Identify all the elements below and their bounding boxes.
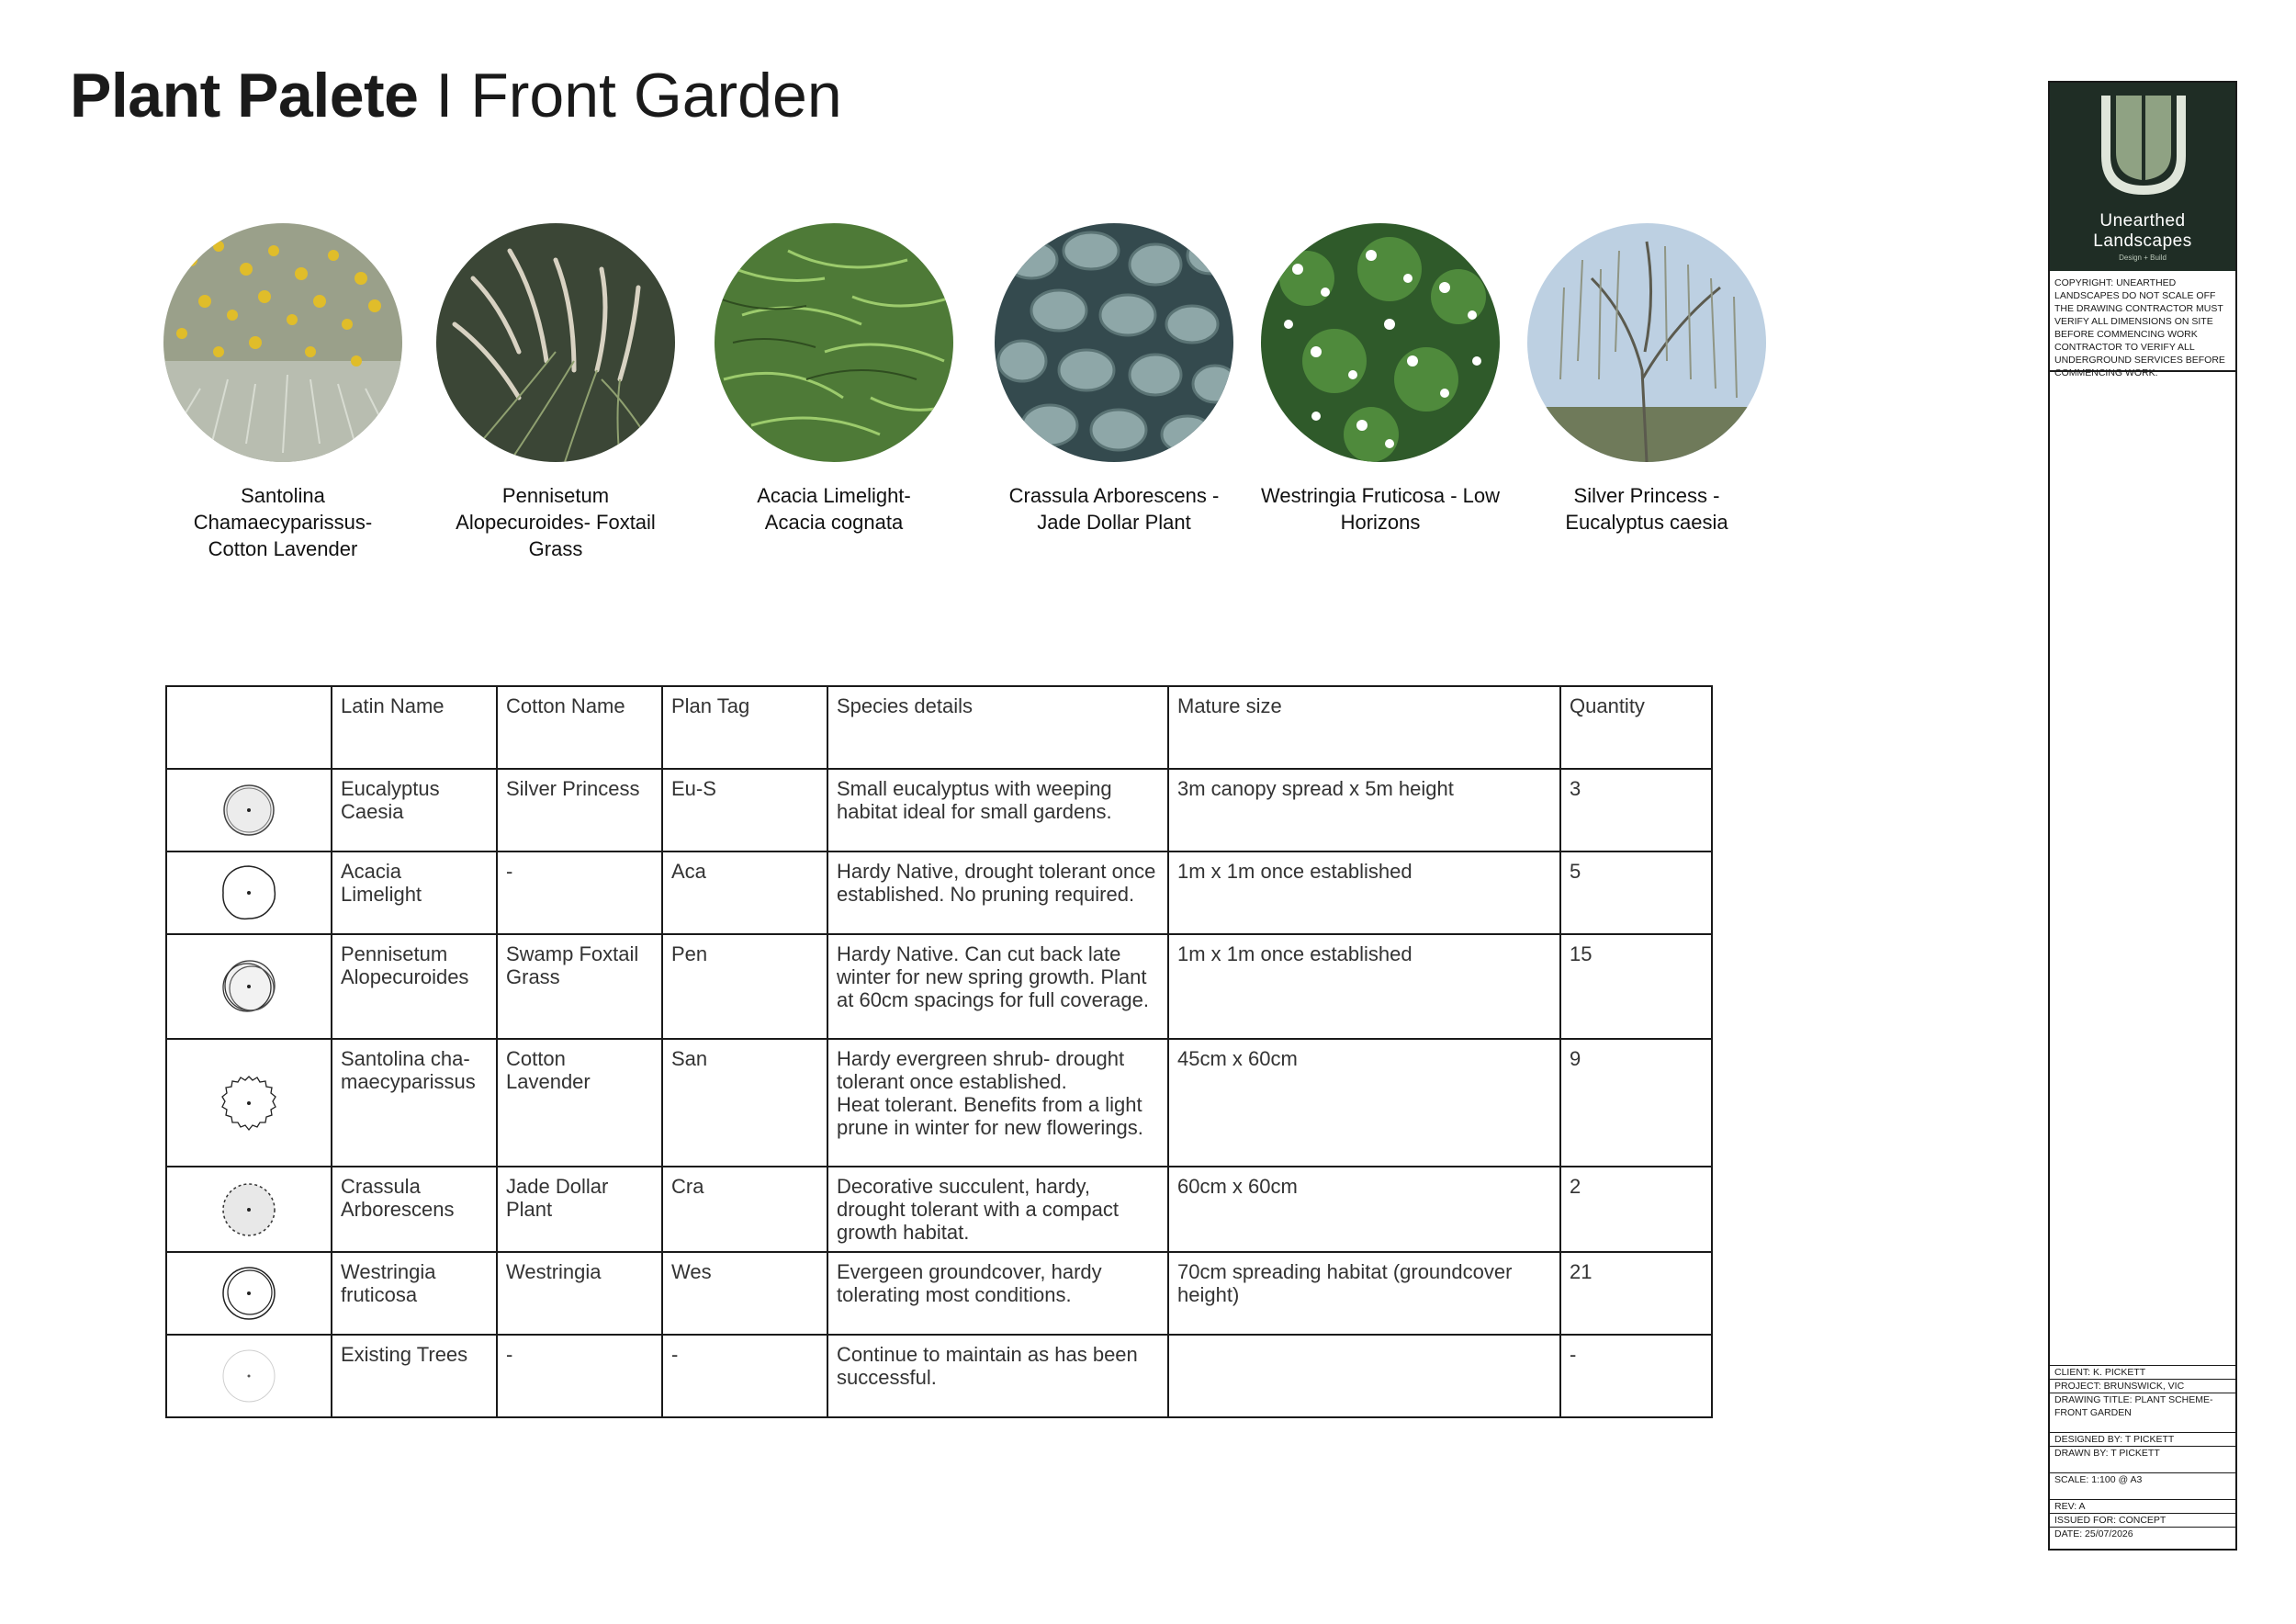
spacer	[2050, 1419, 2235, 1432]
plant-caption: Santolina Chamaecyparissus- Cotton Lavender	[193, 484, 373, 560]
westringia-photo	[1261, 223, 1500, 462]
table-header-row	[166, 686, 1712, 769]
latin-name-cell: Existing Trees	[332, 1335, 497, 1417]
date-field: DATE: 25/07/2026	[2050, 1527, 2235, 1540]
spacer	[2050, 1486, 2235, 1499]
mature-size-cell: 70cm spreading habitat (groundcover height)	[1168, 1252, 1560, 1335]
plant-card-crassula	[976, 223, 1252, 536]
table-row	[166, 769, 1712, 851]
latin-name-cell: Westringia fruticosa	[332, 1252, 497, 1335]
plant-card-eucalyptus	[1509, 223, 1784, 536]
title-subtitle: Front Garden	[470, 61, 842, 130]
species-details-cell: Small eucalyptus with weeping habitat ideal for small gardens.	[827, 769, 1168, 851]
drawing-title-field: DRAWING TITLE: PLANT SCHEME- FRONT GARDEN	[2050, 1393, 2235, 1419]
plant-card-santolina	[145, 223, 421, 562]
santolina-photo	[163, 223, 402, 462]
species-details-cell: Hardy evergreen shrub- drought tolerant once established. Heat tolerant. Benefits from a light prune in winter for new flowerings.	[827, 1039, 1168, 1167]
quantity-cell: 9	[1560, 1039, 1712, 1167]
brand-tagline: Design + Build	[2119, 254, 2167, 262]
crassula-photo	[995, 223, 1233, 462]
page-title	[70, 61, 842, 130]
common-name-cell: -	[497, 851, 662, 934]
plan-tag-cell: Wes	[662, 1252, 827, 1335]
species-details-cell: Hardy Native. Can cut back late winter for new spring growth. Plant at 60cm spacings for full coverage.	[827, 934, 1168, 1039]
header-mature-size: Mature size	[1168, 686, 1560, 769]
plant-caption: Silver Princess - Eucalyptus caesia	[1565, 484, 1728, 534]
table-row	[166, 1252, 1712, 1335]
latin-name-cell: Santolina cha-maecyparissus	[332, 1039, 497, 1167]
plant-caption: Crassula Arborescens - Jade Dollar Plant	[1008, 484, 1220, 534]
plant-card-pennisetum	[418, 223, 693, 562]
brand-name: Unearthed Landscapes	[2093, 211, 2192, 251]
plant-card-westringia	[1243, 223, 1518, 536]
plant-schedule-table	[165, 685, 1713, 1418]
plant-caption: Acacia Limelight- Acacia cognata	[757, 484, 911, 534]
species-details-cell: Evergeen groundcover, hardy tolerating most conditions.	[827, 1252, 1168, 1335]
eucalyptus-photo	[1527, 223, 1766, 462]
quantity-cell: -	[1560, 1335, 1712, 1417]
common-name-cell: Jade Dollar Plant	[497, 1167, 662, 1252]
eucalyptus-symbol-icon	[166, 769, 332, 851]
quantity-cell: 2	[1560, 1167, 1712, 1252]
table-row	[166, 851, 1712, 934]
title-separator: I	[435, 61, 454, 130]
existing-tree-symbol-icon	[166, 1335, 332, 1417]
acacia-symbol-icon	[166, 851, 332, 934]
table-row	[166, 1039, 1712, 1167]
header-symbol	[166, 686, 332, 769]
plan-tag-cell: Pen	[662, 934, 827, 1039]
pennisetum-symbol-icon	[166, 934, 332, 1039]
westringia-symbol-icon	[166, 1252, 332, 1335]
plan-tag-cell: Eu-S	[662, 769, 827, 851]
revision-field: REV: A	[2050, 1499, 2235, 1513]
common-name-cell: Cotton Lavender	[497, 1039, 662, 1167]
species-details-cell: Hardy Native, drought tolerant once established. No pruning required.	[827, 851, 1168, 934]
drawn-by-field: DRAWN BY: T PICKETT	[2050, 1446, 2235, 1460]
copyright-note: COPYRIGHT: UNEARTHED LANDSCAPES DO NOT SCALE OFF THE DRAWING CONTRACTOR MUST VERIFY ALL DIMENSIONS ON SITE BEFORE COMMENCING WORK CONTRACTOR TO VERIFY ALL UNDERGROUND SERVICES BEFORE COMMENCING WORK.	[2050, 271, 2235, 372]
quantity-cell: 5	[1560, 851, 1712, 934]
title-bold: Plant Palete	[70, 61, 419, 130]
mature-size-cell: 1m x 1m once established	[1168, 934, 1560, 1039]
plan-tag-cell: -	[662, 1335, 827, 1417]
plant-caption: Pennisetum Alopecuroides- Foxtail Grass	[456, 484, 656, 560]
santolina-symbol-icon	[166, 1039, 332, 1167]
title-block	[2048, 81, 2237, 1551]
plant-caption: Westringia Fruticosa - Low Horizons	[1260, 484, 1500, 534]
table-row	[166, 934, 1712, 1039]
header-common-name: Cotton Name	[497, 686, 662, 769]
plan-tag-cell: Aca	[662, 851, 827, 934]
common-name-cell: Silver Princess	[497, 769, 662, 851]
brand-panel	[2050, 83, 2235, 271]
scale-field: SCALE: 1:100 @ A3	[2050, 1472, 2235, 1486]
table-row	[166, 1335, 1712, 1417]
species-details-cell: Decorative succulent, hardy, drought tolerant with a compact growth habitat.	[827, 1167, 1168, 1252]
drawing-info	[2050, 1365, 2235, 1540]
acacia-photo	[715, 223, 953, 462]
table-row	[166, 1167, 1712, 1252]
plan-tag-cell: San	[662, 1039, 827, 1167]
plan-tag-cell: Cra	[662, 1167, 827, 1252]
client-field: CLIENT: K. PICKETT	[2050, 1365, 2235, 1379]
issued-for-field: ISSUED FOR: CONCEPT	[2050, 1513, 2235, 1527]
latin-name-cell: Eucalyptus Caesia	[332, 769, 497, 851]
latin-name-cell: Acacia Limelight	[332, 851, 497, 934]
mature-size-cell: 45cm x 60cm	[1168, 1039, 1560, 1167]
header-species-details: Species details	[827, 686, 1168, 769]
unearthed-logo	[2098, 92, 2189, 202]
header-quantity: Quantity	[1560, 686, 1712, 769]
mature-size-cell: 1m x 1m once established	[1168, 851, 1560, 934]
header-latin-name: Latin Name	[332, 686, 497, 769]
mature-size-cell: 60cm x 60cm	[1168, 1167, 1560, 1252]
plant-card-acacia	[696, 223, 972, 536]
spacer	[2050, 1460, 2235, 1472]
quantity-cell: 15	[1560, 934, 1712, 1039]
crassula-symbol-icon	[166, 1167, 332, 1252]
common-name-cell: Westringia	[497, 1252, 662, 1335]
header-plan-tag: Plan Tag	[662, 686, 827, 769]
latin-name-cell: Crassula Arborescens	[332, 1167, 497, 1252]
common-name-cell: Swamp Foxtail Grass	[497, 934, 662, 1039]
species-details-cell: Continue to maintain as has been successful.	[827, 1335, 1168, 1417]
designed-by-field: DESIGNED BY: T PICKETT	[2050, 1432, 2235, 1446]
common-name-cell: -	[497, 1335, 662, 1417]
mature-size-cell: 3m canopy spread x 5m height	[1168, 769, 1560, 851]
latin-name-cell: Pennisetum Alopecuroides	[332, 934, 497, 1039]
project-field: PROJECT: BRUNSWICK, VIC	[2050, 1379, 2235, 1393]
quantity-cell: 3	[1560, 769, 1712, 851]
mature-size-cell	[1168, 1335, 1560, 1417]
pennisetum-photo	[436, 223, 675, 462]
quantity-cell: 21	[1560, 1252, 1712, 1335]
